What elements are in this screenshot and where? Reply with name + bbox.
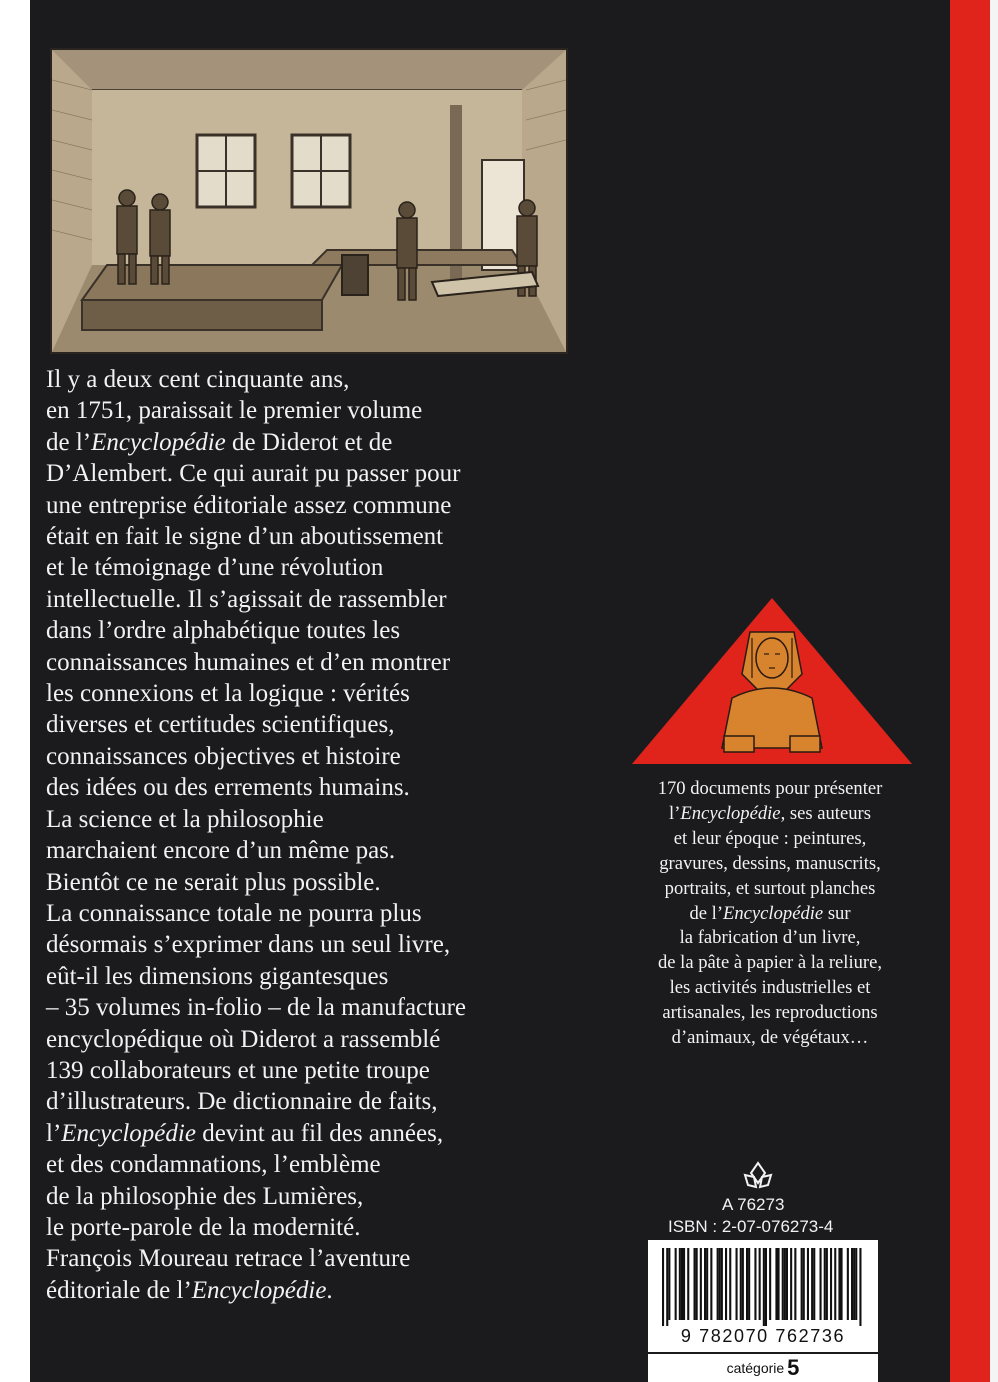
blurb-line: portraits, et surtout planches [664, 877, 876, 899]
barcode-bar [754, 1248, 756, 1320]
barcode-bar [765, 1248, 767, 1326]
back-cover-text [46, 364, 566, 1306]
category-number: 5 [787, 1355, 800, 1380]
barcode-bar [824, 1248, 826, 1320]
back-text-line: dans l’ordre alphabétique toutes les [46, 617, 401, 645]
barcode-bar [706, 1248, 708, 1320]
barcode-bar [710, 1248, 712, 1320]
blurb-line: artisanales, les reproductions [662, 1002, 878, 1024]
back-text-line: l’Encyclopédie devint au fil des années, [46, 1119, 444, 1147]
barcode-bar [782, 1248, 784, 1320]
back-text-line: – 35 volumes in-folio – de la manufacture [46, 994, 467, 1022]
back-text-line: intellectuelle. Il s’agissait de rassembler [46, 585, 447, 613]
reference-code: A 76273 [722, 1195, 785, 1214]
barcode-bar [769, 1248, 771, 1320]
barcode-bar [820, 1248, 822, 1320]
back-text-line: Il y a deux cent cinquante ans, [46, 366, 350, 393]
barcode-bar [679, 1248, 681, 1320]
cover-edge [990, 0, 998, 1382]
back-text-line: La connaissance totale ne pourra plus [46, 899, 422, 927]
barcode-bar [859, 1248, 861, 1326]
barcode-bar [790, 1248, 792, 1320]
category-word: catégorie [726, 1360, 785, 1376]
barcode-bar [675, 1248, 677, 1320]
blurb-line: les activités industrielles et [669, 977, 871, 999]
blurb-line: gravures, dessins, manuscrits, [659, 852, 881, 874]
barcode-bar [746, 1248, 748, 1320]
barcode-bar [742, 1248, 744, 1320]
back-text-line: des idées ou des errements humains. [46, 774, 410, 802]
barcode-bar [811, 1248, 813, 1320]
barcode-bar [813, 1248, 815, 1320]
barcode-bar [801, 1248, 803, 1320]
barcode-bar [775, 1248, 777, 1320]
back-text-line: désormais s’exprimer dans un seul livre, [46, 931, 451, 959]
isbn-number: ISBN : 2-07-076273-4 [668, 1217, 834, 1236]
back-text-line: D’Alembert. Ce qui aurait pu passer pour [46, 460, 461, 488]
back-text-line: et le témoignage d’une révolution [46, 554, 384, 582]
barcode-bar [807, 1248, 809, 1320]
barcode-bar [826, 1248, 828, 1320]
documents-blurb [618, 777, 922, 1051]
back-text-line: et des condamnations, l’emblème [46, 1151, 381, 1179]
back-text-line: éditoriale de l’Encyclopédie. [46, 1276, 333, 1304]
blurb-line: d’animaux, de végétaux… [671, 1027, 869, 1049]
barcode-bar [784, 1248, 786, 1320]
back-text-line: Bientôt ce ne serait plus possible. [46, 868, 381, 896]
barcode-bar [853, 1248, 855, 1320]
back-text-line: connaissances objectives et histoire [46, 742, 401, 770]
barcode-bar [847, 1248, 849, 1320]
barcode-bar [830, 1248, 832, 1320]
publisher-logo-icon [740, 1160, 776, 1192]
barcode-bar [681, 1248, 683, 1320]
blurb-line: la fabrication d’un livre, [679, 927, 861, 949]
barcode-bar [759, 1248, 761, 1320]
barcode-bar [778, 1248, 780, 1320]
barcode-bar [841, 1248, 843, 1320]
barcode-bar [736, 1248, 738, 1320]
barcode-bar [717, 1248, 719, 1320]
barcode-bar [683, 1248, 685, 1320]
back-text-line: était en fait le signe d’un aboutissement [46, 523, 444, 551]
barcode-bar [794, 1248, 796, 1320]
back-text-line: connaissances humaines et d’en montrer [46, 648, 451, 676]
barcode-bar [803, 1248, 805, 1320]
barcode-digits: 9 782070 762736 [680, 1326, 846, 1346]
barcode-bar [666, 1248, 668, 1326]
back-text-line: François Moureau retrace l’aventure [46, 1245, 411, 1273]
blurb-line: 170 documents pour présenter [657, 778, 883, 799]
barcode-bar [855, 1248, 857, 1320]
barcode-bar [763, 1248, 765, 1326]
barcode-bar [748, 1248, 750, 1320]
back-text-line: d’illustrateurs. De dictionnaire de faits, [46, 1088, 438, 1116]
blurb-line: et leur époque : peintures, [673, 827, 867, 849]
barcode-bar [662, 1248, 664, 1326]
blurb-line: de la pâte à papier à la reliure, [657, 952, 883, 974]
back-text-line: les connexions et la logique : vérités [46, 680, 410, 708]
barcode-bar [834, 1248, 836, 1320]
barcode-bar [721, 1248, 723, 1320]
engraving-illustration [50, 48, 568, 354]
sphinx-pyramid-emblem [632, 598, 912, 764]
barcode-bar [700, 1248, 702, 1320]
blurb-line: de l’Encyclopédie sur [689, 902, 851, 924]
back-text-line: une entreprise éditoriale assez commune [46, 491, 452, 519]
barcode [648, 1240, 878, 1352]
back-text-line: eût-il les dimensions gigantesques [46, 962, 389, 990]
back-text-line: marchaient encore d’un même pas. [46, 837, 396, 865]
barcode-bar [687, 1248, 689, 1320]
barcode-bar [851, 1248, 853, 1320]
barcode-bar [838, 1248, 840, 1320]
barcode-bar [719, 1248, 721, 1320]
back-text-line: de l’Encyclopédie de Diderot et de [46, 428, 393, 456]
barcode-bar [725, 1248, 727, 1320]
back-text-line: de la philosophie des Lumières, [46, 1182, 364, 1210]
barcode-bar [740, 1248, 742, 1320]
back-text-line: en 1751, paraissait le premier volume [46, 397, 423, 425]
barcode-bar [694, 1248, 696, 1320]
barcode-bar [786, 1248, 788, 1320]
category-label [648, 1354, 878, 1382]
back-text-line: La science et la philosophie [46, 805, 324, 833]
back-text-line: diverses et certitudes scientifiques, [46, 711, 395, 739]
blurb-line: l’Encyclopédie, ses auteurs [669, 802, 871, 824]
barcode-bar [704, 1248, 706, 1320]
barcode-bar [729, 1248, 731, 1320]
back-text-line: le porte-parole de la modernité. [46, 1213, 361, 1241]
barcode-bar [668, 1248, 670, 1320]
barcode-bar [696, 1248, 698, 1320]
red-spine-band [950, 0, 990, 1382]
back-text-line: encyclopédique où Diderot a rassemblé [46, 1025, 441, 1053]
back-text-line: 139 collaborateurs et une petite troupe [46, 1056, 430, 1084]
